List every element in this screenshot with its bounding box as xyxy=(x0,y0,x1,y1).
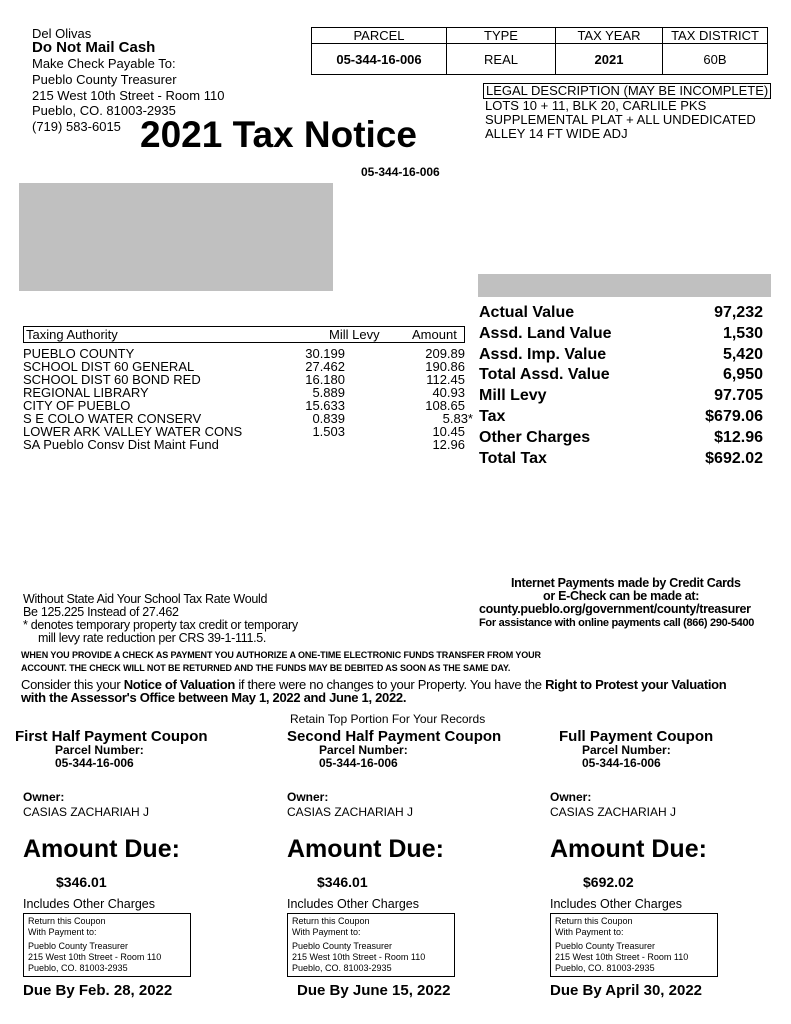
protest-emphasis: Right to Protest your Valuation xyxy=(545,677,727,692)
due-date: Due By April 30, 2022 xyxy=(550,982,703,999)
authority-name: SCHOOL DIST 60 BOND RED xyxy=(23,372,201,387)
return-address-line: With Payment to: xyxy=(555,927,624,937)
parcel-number: 05-344-16-006 xyxy=(55,756,134,770)
valuation-label: Total Assd. Value xyxy=(479,366,610,384)
eft-notice: WHEN YOU PROVIDE A CHECK AS PAYMENT YOU AUTHORIZE A ONE-TIME ELECTRONIC FUNDS TRANSFER FROM YOUR xyxy=(21,650,541,660)
header-mill-levy: Mill Levy xyxy=(329,327,380,342)
owner-label: Owner: xyxy=(550,790,592,804)
authority-amount: 40.93 xyxy=(432,385,465,400)
authority-mill-levy: 30.199 xyxy=(305,346,345,361)
valuation-value: 97,232 xyxy=(714,304,763,321)
parcel-reference: 05-344-16-006 xyxy=(361,165,440,179)
state-aid-note: Without State Aid Your School Tax Rate Would xyxy=(23,592,268,606)
parcel-number: 05-344-16-006 xyxy=(582,756,661,770)
return-address-box xyxy=(550,913,718,977)
authority-name: LOWER ARK VALLEY WATER CONS xyxy=(23,424,243,439)
header-tax-district: TAX DISTRICT xyxy=(663,28,768,44)
return-address-line: Pueblo County Treasurer xyxy=(28,941,129,951)
return-address-line: 215 West 10th Street - Room 110 xyxy=(28,952,162,962)
amount-due-label: Amount Due: xyxy=(287,835,444,863)
retain-notice: Retain Top Portion For Your Records xyxy=(290,712,486,726)
parcel-number-label: Parcel Number: xyxy=(55,743,144,757)
owner-label: Owner: xyxy=(287,790,329,804)
valuation-value: $692.02 xyxy=(705,449,763,467)
tax-district-value: 60B xyxy=(663,44,768,75)
authority-name: S E COLO WATER CONSERV xyxy=(23,411,202,426)
amount-due: $346.01 xyxy=(56,874,107,890)
authority-name: SA Pueblo Consv Dist Maint Fund xyxy=(23,437,219,452)
return-address-line: Return this Coupon xyxy=(555,916,633,926)
authority-name: SCHOOL DIST 60 GENERAL xyxy=(23,359,195,374)
amount-due: $692.02 xyxy=(583,874,634,890)
return-address-line: Return this Coupon xyxy=(292,916,370,926)
authority-mill-levy: 0.839 xyxy=(312,411,345,426)
internet-payment-note: or E-Check can be made at: xyxy=(543,589,700,603)
valuation-label: Mill Levy xyxy=(479,387,547,405)
header-parcel: PARCEL xyxy=(312,28,447,44)
due-date: Due By June 15, 2022 xyxy=(297,982,451,999)
valuation-label: Other Charges xyxy=(479,428,591,446)
page-title: 2021 Tax Notice xyxy=(140,114,417,155)
valuation-row xyxy=(479,346,763,364)
parcel-number-label: Parcel Number: xyxy=(582,743,671,757)
valuation-row xyxy=(479,408,763,426)
return-address-line: Return this Coupon xyxy=(28,916,106,926)
state-aid-note: Be 125.225 Instead of 27.462 xyxy=(23,605,179,619)
valuation-row xyxy=(479,366,763,384)
parcel-number: 05-344-16-006 xyxy=(319,756,398,770)
type-value: REAL xyxy=(447,44,556,75)
valuation-label: Assd. Imp. Value xyxy=(479,345,607,363)
tax-year-value: 2021 xyxy=(556,44,663,75)
parcel-value: 05-344-16-006 xyxy=(312,44,447,75)
valuation-label: Total Tax xyxy=(479,449,547,467)
eft-notice: ACCOUNT. THE CHECK WILL NOT BE RETURNED AND THE FUNDS MAY BE DEBITED AS SOON AS THE SAME DAY. xyxy=(21,663,511,673)
authority-amount: 108.65 xyxy=(425,398,465,413)
authority-amount: 190.86 xyxy=(425,359,465,374)
includes-other-charges: Includes Other Charges xyxy=(550,897,683,911)
valuation-value: 1,530 xyxy=(722,324,763,342)
valuation-value: $679.06 xyxy=(705,408,763,425)
return-address-line: Pueblo County Treasurer xyxy=(555,941,656,951)
includes-other-charges: Includes Other Charges xyxy=(287,897,420,911)
authority-amount: 10.45 xyxy=(432,424,465,439)
coupon-title: Second Half Payment Coupon xyxy=(287,728,502,745)
payee-phone: (719) 583-6015 xyxy=(32,119,121,134)
payment-website-link[interactable]: county.pueblo.org/government/county/treasurer xyxy=(479,602,751,616)
return-address-box xyxy=(287,913,455,977)
asterisk-note: * denotes temporary property tax credit or temporary xyxy=(23,618,298,632)
values-header-bar xyxy=(478,274,771,297)
authority-name: REGIONAL LIBRARY xyxy=(23,385,149,400)
valuation-value: $12.96 xyxy=(714,428,763,446)
header-amount: Amount xyxy=(412,327,457,342)
authority-amount: 112.45 xyxy=(426,372,465,387)
return-address-line: 215 West 10th Street - Room 110 xyxy=(555,952,689,962)
payee: Pueblo County Treasurer xyxy=(32,72,177,87)
return-address-line: Pueblo, CO. 81003-2935 xyxy=(28,963,128,973)
authority-amount: 5.83* xyxy=(442,411,473,426)
parcel-number-label: Parcel Number: xyxy=(319,743,408,757)
legal-description-label: LEGAL DESCRIPTION (MAY BE INCOMPLETE) xyxy=(483,83,771,99)
valuation-row xyxy=(479,429,763,447)
valuation-value: 5,420 xyxy=(722,345,763,363)
payment-phone: For assistance with online payments call (866) 290-5400 xyxy=(479,617,755,629)
coupon-title: First Half Payment Coupon xyxy=(15,728,208,745)
return-address-line: Pueblo County Treasurer xyxy=(292,941,393,951)
amount-due-label: Amount Due: xyxy=(23,835,180,863)
payable-label: Make Check Payable To: xyxy=(32,56,176,71)
valuation-label: Actual Value xyxy=(479,304,575,321)
internet-payment-note: Internet Payments made by Credit Cards xyxy=(511,576,741,590)
owner-name: CASIAS ZACHARIAH J xyxy=(550,805,677,819)
legal-line: ALLEY 14 FT WIDE ADJ xyxy=(485,126,628,141)
owner-name: CASIAS ZACHARIAH J xyxy=(23,805,150,819)
treasurer-name: Del Olivas xyxy=(32,26,92,41)
valuation-row xyxy=(479,325,763,343)
return-address-line: Pueblo, CO. 81003-2935 xyxy=(555,963,655,973)
return-address-line: Pueblo, CO. 81003-2935 xyxy=(292,963,392,973)
legal-line: LOTS 10 + 11, BLK 20, CARLILE PKS xyxy=(485,98,707,113)
authority-name: PUEBLO COUNTY xyxy=(23,346,135,361)
valuation-label: Tax xyxy=(479,408,506,425)
return-address-line: With Payment to: xyxy=(292,927,361,937)
protest-dates: with the Assessor's Office between May 1, 2022 and June 1, 2022. xyxy=(21,690,407,705)
header-type: TYPE xyxy=(447,28,556,44)
return-address-line: 215 West 10th Street - Room 110 xyxy=(292,952,426,962)
do-not-mail-cash: Do Not Mail Cash xyxy=(32,39,156,56)
coupon-title: Full Payment Coupon xyxy=(559,728,714,745)
amount-due: $346.01 xyxy=(317,874,368,890)
authority-mill-levy: 27.462 xyxy=(305,359,345,374)
owner-name: CASIAS ZACHARIAH J xyxy=(287,805,414,819)
valuation-emphasis: Notice of Valuation xyxy=(123,677,236,692)
valuation-row xyxy=(479,387,763,405)
amount-due-label: Amount Due: xyxy=(550,835,707,863)
authority-name: CITY OF PUEBLO xyxy=(23,398,131,413)
legal-line: SUPPLEMENTAL PLAT + ALL UNDEDICATED xyxy=(485,112,756,127)
header-tax-year: TAX YEAR xyxy=(556,28,663,44)
valuation-value: 97.705 xyxy=(714,387,763,405)
authority-amount: 12.96 xyxy=(432,437,465,452)
payee-street: 215 West 10th Street - Room 110 xyxy=(32,88,225,103)
authority-mill-levy: 1.503 xyxy=(312,424,345,439)
asterisk-note: mill levy rate reduction per CRS 39-1-111.5. xyxy=(38,631,267,645)
authority-mill-levy: 5.889 xyxy=(312,385,345,400)
valuation-value: 6,950 xyxy=(722,366,763,384)
owner-label: Owner: xyxy=(23,790,65,804)
valuation-label: Assd. Land Value xyxy=(479,324,612,342)
parcel-summary-table xyxy=(311,27,768,75)
valuation-row xyxy=(479,304,763,322)
payee-city: Pueblo, CO. 81003-2935 xyxy=(32,103,176,118)
valuation-text: if there were no changes to your Property. You have the xyxy=(235,677,546,692)
due-date: Due By Feb. 28, 2022 xyxy=(23,982,173,999)
valuation-row xyxy=(479,450,763,468)
includes-other-charges: Includes Other Charges xyxy=(23,897,156,911)
authority-mill-levy: 16.180 xyxy=(305,372,345,387)
header-taxing-authority: Taxing Authority xyxy=(26,327,118,342)
return-address-line: With Payment to: xyxy=(28,927,97,937)
valuation-text: Consider this your xyxy=(21,677,124,692)
authority-mill-levy: 15.633 xyxy=(305,398,345,413)
authority-amount: 209.89 xyxy=(425,346,465,361)
